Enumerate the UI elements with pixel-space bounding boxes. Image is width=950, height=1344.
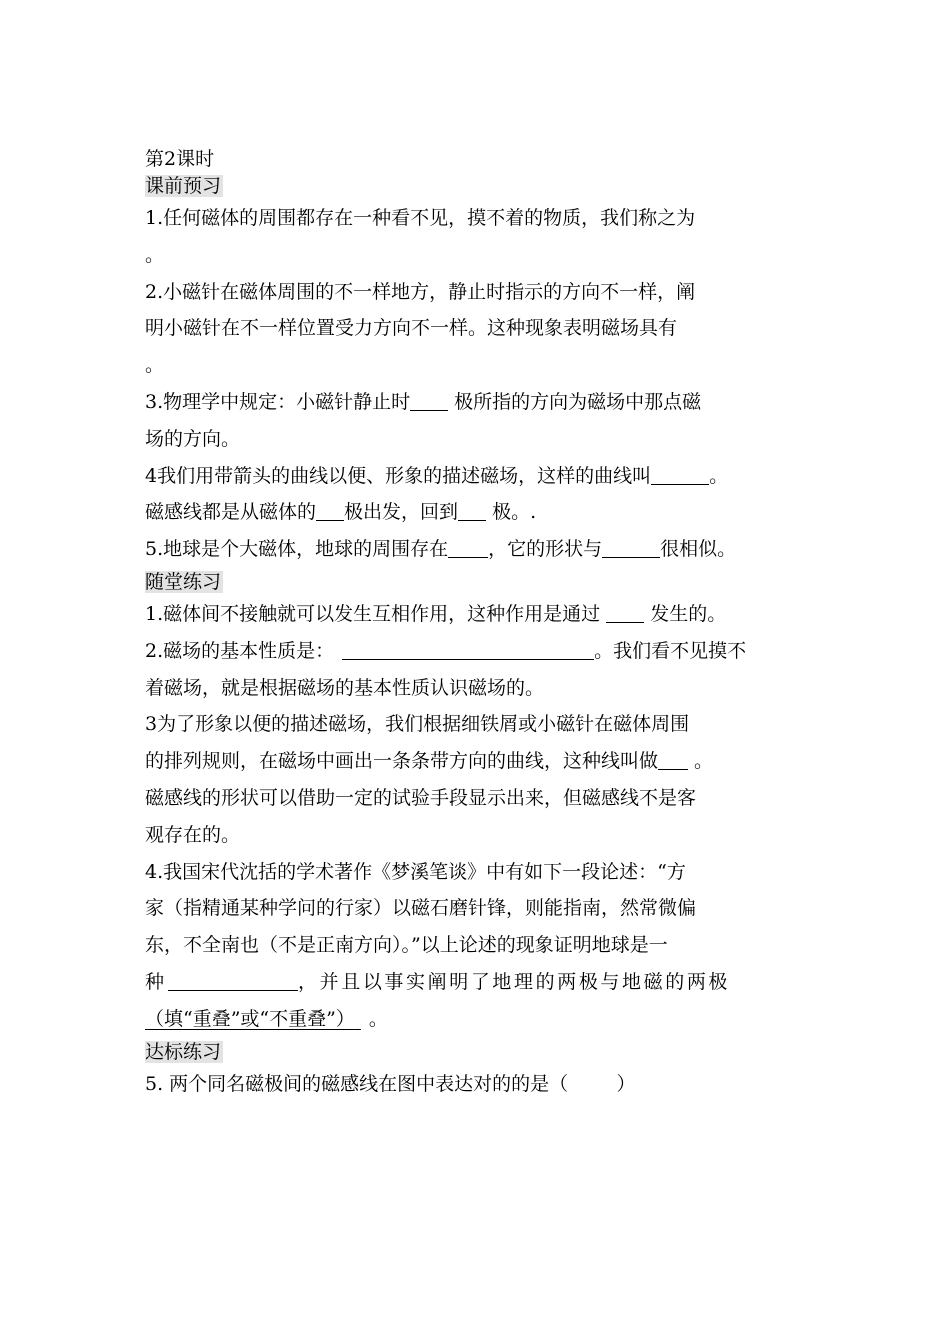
preview-q2-line3: 。: [145, 354, 165, 377]
inclass-q1-line1: 1.磁体间不接触就可以发生互相作用，这种作用是通过 发生的。: [145, 596, 815, 633]
inclass-q4-line1: 4.我国宋代沈括的学术著作《梦溪笔谈》中有如下一段论述：“方: [145, 860, 686, 883]
preview-q1-line1: 1.任何磁体的周围都存在一种看不见，摸不着的物质，我们称之为: [145, 207, 696, 229]
inclass-q3-line2: 的排列规则，在磁场中画出一条条带方向的曲线，这种线叫做 。: [145, 743, 815, 780]
inclass-q3-line1: 3为了形象以便的描述磁场，我们根据细铁屑或小磁针在磁体周围: [145, 713, 690, 736]
preview-q2-line2: 明小磁针在不一样位置受力方向不一样。这种现象表明磁场具有: [145, 317, 678, 340]
answer-blank[interactable]: [658, 747, 688, 770]
inclass-q4-line2: 家（指精通某种学问的行家）以磁石磨针锋，则能指南，然常微偏: [145, 897, 697, 920]
preview-q4-line1: 4我们用带箭头的曲线以便、形象的描述磁场，这样的曲线叫 。: [145, 458, 815, 495]
inclass-q2-line1: 2.磁场的基本性质是： 。我们看不见摸不: [145, 633, 815, 670]
answer-blank[interactable]: [342, 637, 594, 660]
section-heading-target: 达标练习: [145, 1040, 222, 1063]
answer-blank[interactable]: [602, 535, 660, 558]
answer-blank[interactable]: [410, 388, 448, 411]
section-heading-inclass: 随堂练习: [145, 570, 222, 593]
preview-q4-line2: 磁感线都是从磁体的 极出发，回到 极。.: [145, 494, 815, 531]
answer-blank[interactable]: [606, 600, 644, 623]
preview-q3-line1: 3.物理学中规定：小磁针静止时 极所指的方向为磁场中那点磁: [145, 384, 815, 421]
inclass-q2-line2: 着磁场，就是根据磁场的基本性质认识磁场的。: [145, 676, 545, 699]
inclass-q4-line4: 种 ，并且以事实阐明了地理的两极与地磁的两极: [145, 964, 815, 1001]
section-heading-preview: 课前预习: [145, 175, 222, 197]
answer-blank[interactable]: [651, 462, 709, 485]
preview-q3-line2: 场的方向。: [145, 427, 241, 450]
answer-blank[interactable]: [458, 498, 486, 521]
preview-q2-line1: 2.小磁针在磁体周围的不一样地方，静止时指示的方向不一样，阐: [145, 280, 696, 303]
inclass-q4-line5: （填“重叠”或“不重叠”） 。: [145, 1007, 388, 1030]
inclass-q3-line4: 观存在的。: [145, 823, 241, 846]
preview-q1-line2: 。: [145, 243, 165, 266]
target-q5-line1: 5. 两个同名磁极间的磁感线在图中表达对的的是（ ）: [145, 1072, 636, 1095]
answer-blank[interactable]: [316, 498, 344, 521]
answer-blank[interactable]: [448, 535, 488, 558]
preview-q5-line1: 5.地球是个大磁体，地球的周围存在 ，它的形状与 很相似。: [145, 531, 815, 568]
inclass-q4-line3: 东，不全南也（不是正南方向）。”以上论述的现象证明地球是一: [145, 934, 668, 957]
fill-hint: （填“重叠”或“不重叠”）: [145, 1007, 355, 1030]
inclass-q3-line3: 磁感线的形状可以借助一定的试验手段显示出来，但磁感线不是客: [145, 786, 697, 809]
worksheet-page: [145, 146, 815, 1102]
answer-blank[interactable]: [168, 968, 298, 991]
lesson-title: 第2课时: [145, 148, 215, 170]
